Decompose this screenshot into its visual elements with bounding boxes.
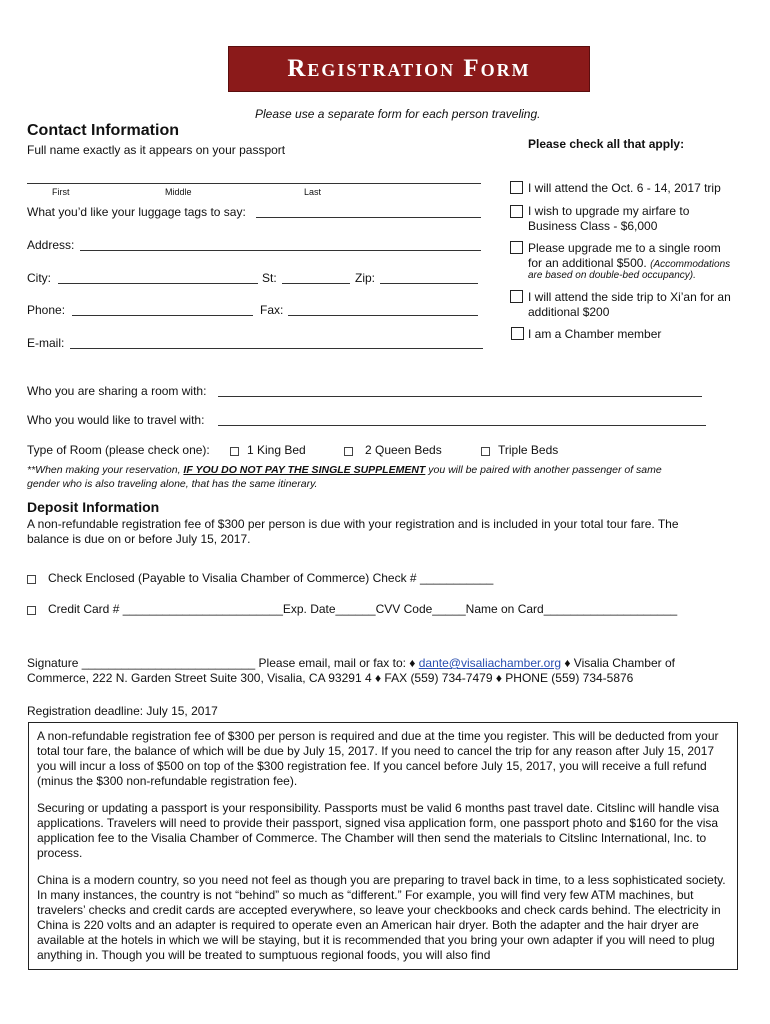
accommodations-note: (Accommodations xyxy=(650,259,731,270)
check-enclosed-label: Check Enclosed (Payable to Visalia Chamber of Commerce) Check # ___________ xyxy=(48,571,494,585)
sharing-room-label: Who you are sharing a room with: xyxy=(27,384,207,398)
full-name-field[interactable] xyxy=(27,183,481,184)
xian-trip-checkbox[interactable] xyxy=(510,290,523,303)
single-supplement-note xyxy=(27,464,662,476)
attend-trip-checkbox[interactable] xyxy=(510,181,523,194)
queen-beds-label: 2 Queen Beds xyxy=(365,443,442,457)
form-subtitle: Please use a separate form for each person traveling. xyxy=(255,107,541,121)
xian-trip-price: additional $200 xyxy=(528,305,610,319)
signature-post: ♦ Visalia Chamber of xyxy=(561,656,675,670)
address-label: Address: xyxy=(27,238,75,252)
registration-deadline: Registration deadline: July 15, 2017 xyxy=(27,704,218,718)
city-label: City: xyxy=(27,271,51,285)
state-field[interactable] xyxy=(282,283,350,284)
attend-trip-label: I will attend the Oct. 6 - 14, 2017 trip xyxy=(528,181,721,195)
single-supplement-note-cont: gender who is also traveling alone, that has the same itinerary. xyxy=(27,478,318,490)
options-heading: Please check all that apply: xyxy=(528,137,685,151)
room-type-label: Type of Room (please check one): xyxy=(27,443,210,457)
terms-box xyxy=(28,722,738,970)
check-enclosed-checkbox[interactable] xyxy=(27,575,36,584)
chamber-email-link[interactable]: dante@visaliachamber.org xyxy=(418,656,562,670)
fax-label: Fax: xyxy=(260,303,284,317)
terms-china-info: China is a modern country, so you need not feel as though you are preparing to travel back in time, to a less sophisticated society. In many instances, the country is not “behind” so much as “different.” For example, you will find very few ATM machines, but travelers’ checks and credit cards are accepted everywhere, so leave your checkbooks and check cards behind. The electricity in China is 220 volts and an adapter is required to operate even an American hair dryer. Both the adapter and the hair dryer are available at the hotels in which we will be staying, but it is recommended that you bring your own adapter if you will need to plug anything in. Though you will be treated to sumptuous regional foods, you will also find xyxy=(37,873,726,962)
terms-passport: Securing or updating a passport is your responsibility. Passports must be valid 6 months past travel date. Citslinc will handle visa applications. Travelers will need to provide their passport, signed visa application form, one passport photo and $160 for the visa application fee to the Visalia Chamber of Commerce. The Chamber will then send the materials to Citslinc International, Inc. to process. xyxy=(37,801,720,860)
deposit-text-1: A non-refundable registration fee of $300 per person is due with your registration and is included in your total tour fare. The xyxy=(27,517,679,531)
accommodations-note-cont: are based on double-bed occupancy). xyxy=(528,270,696,281)
state-label: St: xyxy=(262,271,277,285)
chamber-address: Commerce, 222 N. Garden Street Suite 300, Visalia, CA 93291 4 ♦ FAX (559) 734-7479 ♦ PHONE (559) 734-5876 xyxy=(27,671,634,685)
note-pre: **When making your reservation, xyxy=(27,464,184,476)
email-label: E-mail: xyxy=(27,336,65,350)
credit-card-checkbox[interactable] xyxy=(27,606,36,615)
single-room-checkbox[interactable] xyxy=(510,241,523,254)
king-bed-label: 1 King Bed xyxy=(247,443,306,457)
single-room-price-text: for an additional $500. xyxy=(528,256,647,270)
last-name-label: Last xyxy=(304,187,322,197)
address-field[interactable] xyxy=(80,250,481,251)
king-bed-checkbox[interactable] xyxy=(230,447,239,456)
zip-field[interactable] xyxy=(380,283,478,284)
form-title: Registration Form xyxy=(228,46,590,92)
deposit-text-2: balance is due on or before July 15, 2017. xyxy=(27,532,251,546)
credit-card-label: Credit Card # ________________________Exp. Date______CVV Code_____Name on Card____________________ xyxy=(48,602,678,616)
sharing-room-field[interactable] xyxy=(218,396,702,397)
signature-pre: Signature __________________________ Please email, mail or fax to: ♦ xyxy=(27,656,419,670)
contact-heading: Contact Information xyxy=(27,122,179,139)
city-field[interactable] xyxy=(58,283,258,284)
travel-with-field[interactable] xyxy=(218,425,706,426)
middle-name-label: Middle xyxy=(165,187,192,197)
phone-label: Phone: xyxy=(27,303,66,317)
name-instruction: Full name exactly as it appears on your passport xyxy=(27,143,286,157)
triple-beds-label: Triple Beds xyxy=(498,443,559,457)
note-post: you will be paired with another passenger of same xyxy=(425,464,662,476)
note-emphasis: IF YOU DO NOT PAY THE SINGLE SUPPLEMENT xyxy=(183,464,426,476)
zip-label: Zip: xyxy=(355,271,376,285)
chamber-member-label: I am a Chamber member xyxy=(528,327,662,341)
first-name-label: First xyxy=(52,187,70,197)
queen-beds-checkbox[interactable] xyxy=(344,447,353,456)
fax-field[interactable] xyxy=(288,315,478,316)
signature-line xyxy=(27,656,675,670)
upgrade-airfare-label: I wish to upgrade my airfare to xyxy=(528,204,690,218)
upgrade-airfare-price: Business Class - $6,000 xyxy=(528,219,658,233)
upgrade-airfare-checkbox[interactable] xyxy=(510,205,523,218)
chamber-member-checkbox[interactable] xyxy=(511,327,524,340)
luggage-tag-field[interactable] xyxy=(256,217,481,218)
phone-field[interactable] xyxy=(72,315,253,316)
deposit-heading: Deposit Information xyxy=(27,499,160,515)
travel-with-label: Who you would like to travel with: xyxy=(27,413,205,427)
xian-trip-label: I will attend the side trip to Xi’an for an xyxy=(528,290,731,304)
luggage-tag-label: What you’d like your luggage tags to say: xyxy=(27,205,246,219)
terms-cancellation: A non-refundable registration fee of $300 per person is required and due at the time you register. This will be deducted from your total tour fare, the balance of which will be due by July 15, 2017. If you need to cancel the trip for any reason after July 15, 2017 you will incur a loss of $500 on top of the $300 registration fee. If you cancel before July 15, 2017, you will receive a full refund (minus the $300 non-refundable registration fee). xyxy=(37,729,719,788)
single-room-label: Please upgrade me to a single room xyxy=(528,241,721,255)
single-room-price xyxy=(528,256,730,270)
email-field[interactable] xyxy=(70,348,483,349)
triple-beds-checkbox[interactable] xyxy=(481,447,490,456)
